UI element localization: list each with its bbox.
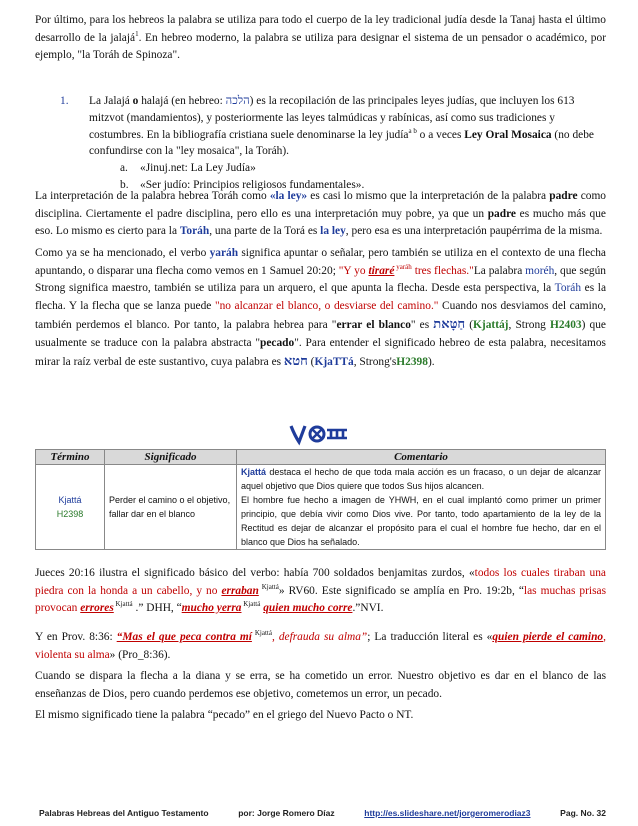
ancient-hebrew-glyph-icon: [287, 420, 349, 446]
text: , que según Strong significa maestro, también se utiliza para un arquero, el que apunta la flecha. Desde esta perspectiva, la: [35, 264, 606, 294]
bold-term: padre: [487, 207, 516, 220]
text: como disciplina. Ciertamente el padre disciplina, pero ello es una interpretación muy pobre, ya que un: [35, 190, 607, 220]
quote: las muchas prisas provocan: [35, 584, 606, 614]
quote: todos los cuales tiraban una piedra con la honda a un cabello, y no: [35, 567, 606, 597]
header-meaning: Significado: [105, 450, 237, 465]
text: Por último, para los hebreos la palabra se utiliza para todo el cuerpo de la ley tradicional judía desde la Tanaj hasta el último desarrollo de la jalajá: [35, 14, 606, 44]
sub-item-a[interactable]: [120, 160, 602, 177]
text: ).: [427, 356, 435, 368]
text: destaca el hecho de que toda mala acción es un fracaso, o un dejar de alcanzar aquel objetivo que Dios quiere que todos Sus hijos alcancen.: [241, 467, 601, 491]
superscript: Kjattá: [251, 629, 272, 638]
quote-keyword: tiraré: [368, 264, 395, 277]
highlight: Toráh: [179, 225, 210, 237]
paragraph-proverbs: [35, 629, 606, 664]
header-comment: Comentario: [237, 450, 606, 465]
text: , una parte de la Torá es: [209, 225, 321, 237]
highlight: yaráh: [209, 247, 239, 259]
text: , Strong's: [353, 356, 397, 368]
term: Kjattá: [58, 495, 82, 505]
footer-title: Palabras Hebreas del Antiguo Testamento: [39, 808, 209, 818]
paragraph-greek: El mismo significado tiene la palabra “pecado” en el griego del Nuevo Pacto o NT.: [35, 709, 414, 721]
superscript: yaráh: [394, 262, 412, 271]
highlight: la ley: [320, 225, 346, 237]
paragraph-torah-jewish-law: [35, 12, 606, 65]
table-row: [36, 465, 606, 550]
text: significa apuntar o señalar, pero también se utiliza en el contexto de una flecha apuntando, o disparar una flecha como vemos en 1 Samuel 20:20;: [35, 247, 606, 277]
text: o: [132, 95, 139, 107]
strong-number[interactable]: H2403: [549, 319, 582, 331]
quote: "Y yo: [338, 264, 369, 277]
strong-number[interactable]: H2398: [396, 356, 428, 368]
quote: tres flechas.": [411, 264, 474, 277]
header-term: Término: [36, 450, 105, 465]
bold-term: errar el blanco: [336, 319, 411, 331]
sub-label: a.: [120, 162, 128, 175]
highlight: KjaTTá: [314, 356, 354, 368]
hebrew-word: הלכה: [225, 95, 250, 107]
footer-link[interactable]: http://es.slideshare.net/jorgeromerodiaz3: [364, 808, 531, 818]
text: La palabra: [473, 264, 526, 277]
superscript: Kjattá: [258, 582, 279, 591]
text: es mucho más que eso. Lo mismo es cierto para la: [35, 207, 606, 237]
text: es la flecha. Y la flecha que se lanza puede: [35, 282, 606, 312]
quote-keyword: erraban: [221, 584, 259, 597]
text: (no debe confundirse con la "ley mosaica", la Toráh).: [89, 128, 594, 158]
paragraph-arrow-error: Cuando se dispara la flecha a la diana y se erra, se ha cometido un error. Nuestro objetivo es dar en el blanco de las enseñanzas de Dios, pero cuando perdemos ese objetivo, cometemos un error, un pecado.: [35, 670, 606, 700]
text: .”NVI.: [352, 602, 384, 614]
text: ". Para entender el significado hebreo de esta palabra, necesitamos mirar la raíz verbal de este sustantivo, cuya palabra es: [35, 336, 606, 368]
text: » (Pro_8:36).: [109, 648, 171, 661]
text: La Jalajá: [89, 95, 133, 107]
highlight: «la ley»: [269, 190, 308, 202]
numbered-list: [60, 93, 602, 194]
highlight: moréh: [525, 264, 555, 277]
cell-comment: [237, 465, 606, 550]
list-item: [89, 93, 602, 160]
list-number: 1.: [60, 95, 69, 107]
text: La interpretación de la palabra hebrea Toráh como: [35, 190, 270, 202]
table-header-row: [36, 450, 606, 465]
text: «Ser judío: Principios religiosos fundamentales».: [140, 178, 365, 191]
text: halajá (en hebreo:: [138, 95, 226, 107]
bold-term: pecado: [260, 336, 295, 349]
text: o a veces: [416, 128, 465, 141]
bold-term: Ley Oral Mosaica: [464, 128, 552, 141]
paragraph-judges: [35, 565, 606, 618]
word-table: [35, 449, 606, 550]
text: » RV60. Este significado se amplía en Pro. 19:2b, “: [278, 584, 524, 597]
page-footer: [39, 808, 606, 818]
quote: , violenta su alma: [35, 631, 606, 661]
text: Jueces 20:16 ilustra el significado básico del verbo: había 700 soldados benjamitas zurdos, «: [35, 567, 475, 579]
strong-number: H2398: [56, 509, 84, 519]
text: ) es la recopilación de las principales leyes judías, que incluyen los 613 mitzvot (mandamientos), y posteriormente las leyes talmúdicas y rabínicas, así como sus tradiciones y costumbres. En la bibliografía cristiana suele denominarse la ley judía: [89, 95, 575, 141]
quote-keyword: errores: [80, 602, 114, 614]
quote-keyword: “Mas el que peca contra mí: [116, 631, 252, 643]
cell-term: [36, 465, 105, 550]
text: , pero esa es una interpretación paupérrima de la misma.: [345, 225, 603, 237]
superscript: Kjattá: [113, 600, 133, 609]
term: Kjattá: [241, 467, 267, 477]
text: El hombre fue hecho a imagen de YHWH, en el cual implantó como primer un primer principio, que debía vivir como Dios vive. Por tanto, todo apartamiento de la ley de la Rectitud es dejar de alcanzar el propósito para el cual el hombre fue hecho, dar en el blanco que Dios ha señalado.: [241, 495, 601, 547]
text: Como ya se ha mencionado, el verbo: [35, 247, 210, 259]
text: es casi lo mismo que la interpretación de la palabra: [307, 190, 550, 202]
text: " es: [410, 319, 434, 331]
text: Y en Prov. 8:36:: [35, 631, 117, 643]
text: . En hebreo moderno, la palabra se utiliza para designar el sistema de un pensador o académico, por ejemplo, "la Toráh de Spinoza".: [35, 31, 606, 61]
superscript: Kjattá: [241, 600, 261, 609]
text: .” DHH, “: [132, 602, 182, 614]
text: (: [307, 356, 315, 368]
text: ) que usualmente se traduce con la palabra abstracta ": [35, 319, 606, 349]
text: «Jinuj.net: La Ley Judía»: [140, 162, 256, 175]
quote: "no alcanzar el blanco, o desviarse del camino.": [214, 299, 439, 312]
sub-label: b.: [120, 178, 129, 191]
bold-term: padre: [549, 190, 578, 202]
paragraph-yarah: [35, 245, 606, 372]
quote-keyword: mucho yerra: [181, 602, 242, 614]
text: , Strong: [508, 319, 550, 331]
quote-keyword: quien pierde el camino: [492, 631, 604, 643]
highlight: Toráh: [554, 282, 582, 294]
page-number: Pag. No. 32: [560, 808, 606, 818]
quote-keyword: quien mucho corre: [263, 602, 353, 614]
hebrew-word: חטא: [283, 353, 308, 368]
text: Cuando nos desviamos del camino, también perdemos el blanco. Por tanto, la palabra hebrea para ": [35, 299, 607, 331]
quote: , defrauda su alma”: [271, 631, 368, 643]
cell-meaning: Perder el camino o el objetivo, fallar dar en el blanco: [105, 465, 237, 550]
footnote-ref[interactable]: 1: [135, 29, 139, 38]
text: ; La traducción literal es «: [367, 631, 493, 643]
highlight: Kjattáj: [473, 319, 509, 331]
footer-author: por: Jorge Romero Díaz: [238, 808, 335, 818]
footnote-ref[interactable]: a b: [408, 126, 417, 135]
paragraph-torah-interpretation: [35, 188, 606, 241]
text: (: [465, 319, 474, 331]
hebrew-word: חַטָּאת: [433, 316, 466, 331]
